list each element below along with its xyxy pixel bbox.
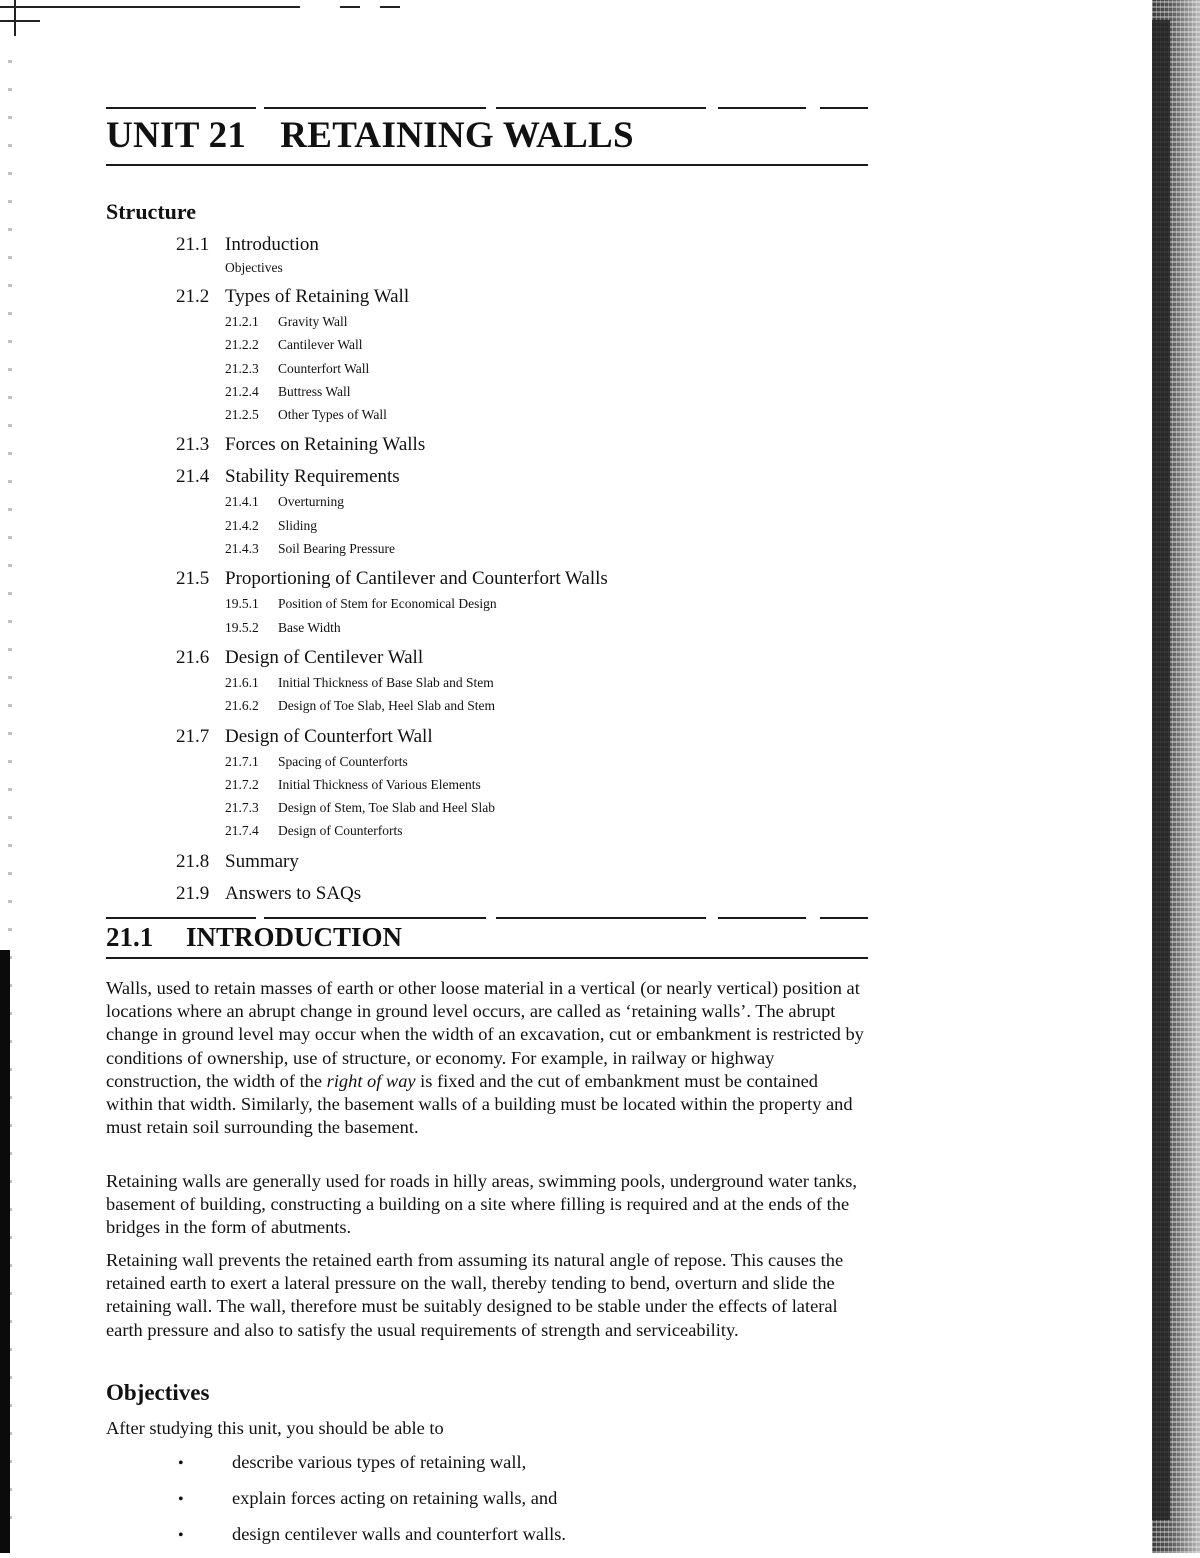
structure-heading: Structure	[106, 199, 197, 224]
toc-subsection-number: 19.5.1	[225, 596, 259, 612]
unit-title	[106, 114, 634, 157]
toc-section-21-2	[176, 284, 876, 310]
toc-subsection-number: 21.7.2	[225, 776, 259, 792]
toc-section-label: Answers to SAQs	[225, 882, 362, 904]
toc-section-number: 21.5	[176, 568, 210, 590]
toc-section-label: Introduction	[225, 234, 319, 255]
intro-p1-part-b: is fixed and the cut of embankment must be contained within that width. Similarly, the basement walls of a building must be located within the property and must retain soil surrounding the basement.	[106, 1070, 853, 1138]
objectives-list	[178, 1450, 566, 1558]
toc-subsection-number: 19.5.2	[225, 619, 259, 635]
toc-section-21-9	[176, 881, 876, 907]
toc-subsection-number: 21.6.2	[225, 698, 259, 714]
toc-subsection-21-7-2	[225, 773, 876, 796]
intro-title: INTRODUCTION	[186, 922, 403, 952]
toc-subsection-number: 21.2.1	[225, 314, 259, 329]
intro-p1-italic: right of way	[326, 1070, 416, 1091]
toc-subsection-number: 21.6.1	[225, 674, 259, 690]
toc-subsection-number: 21.7.1	[225, 753, 259, 769]
intro-number: 21.1	[106, 922, 154, 952]
intro-heading	[106, 922, 402, 953]
title-rule-bottom	[106, 164, 868, 166]
toc-section-21-1	[176, 232, 876, 258]
toc-subsection-label: Soil Bearing Pressure	[278, 541, 395, 557]
objective-item	[178, 1486, 566, 1522]
bullet-icon: •	[178, 1455, 184, 1472]
toc-subsection-number: 21.7.4	[225, 823, 259, 839]
toc-section-21-4	[176, 464, 876, 490]
toc-subsection-21-2-1	[225, 310, 876, 333]
objective-item	[178, 1450, 566, 1486]
toc-subsection-21-2-5	[225, 403, 876, 426]
toc-subsection-21-6-2	[225, 694, 876, 717]
unit-number: UNIT 21	[106, 115, 247, 156]
table-of-contents	[176, 232, 876, 907]
toc-section-number: 21.4	[176, 466, 210, 488]
toc-note: Objectives	[225, 260, 283, 275]
toc-subsection-label: Initial Thickness of Base Slab and Stem	[278, 674, 494, 690]
crop-mark-vertical	[14, 0, 16, 36]
toc-subsection-label: Sliding	[278, 517, 318, 533]
objective-text: explain forces acting on retaining walls, and	[232, 1488, 558, 1508]
objectives-heading: Objectives	[106, 1380, 210, 1405]
bullet-icon: •	[178, 1527, 184, 1544]
toc-section-number: 21.9	[176, 882, 210, 904]
toc-section-21-5	[176, 566, 876, 592]
toc-section-number: 21.7	[176, 725, 210, 747]
toc-subsection-19-5-2	[225, 616, 876, 639]
toc-section-number: 21.6	[176, 646, 210, 668]
toc-subsection-21-2-4	[225, 380, 876, 403]
toc-subsection-number: 21.2.3	[225, 360, 259, 376]
intro-rule-bottom	[106, 957, 868, 959]
toc-subsection-label: Buttress Wall	[278, 383, 351, 399]
toc-section-number: 21.8	[176, 850, 210, 872]
toc-subsection-21-2-3	[225, 357, 876, 380]
toc-subsection-number: 21.7.3	[225, 800, 259, 816]
toc-subsection-21-2-2	[225, 333, 876, 356]
toc-subsection-number: 21.2.2	[225, 337, 259, 353]
toc-section-label: Types of Retaining Wall	[225, 286, 410, 307]
objective-text: describe various types of retaining wall,	[232, 1452, 527, 1472]
toc-subsection-number: 21.4.1	[225, 494, 259, 510]
toc-section-label: Proportioning of Cantilever and Counterfort Walls	[225, 568, 608, 590]
toc-subsection-number: 21.4.2	[225, 517, 259, 533]
toc-subsection-label: Overturning	[278, 494, 344, 510]
toc-section-21-3	[176, 432, 876, 458]
toc-section-label: Design of Counterfort Wall	[225, 725, 433, 747]
toc-section-number: 21.1	[176, 234, 210, 255]
objectives-lead: After studying this unit, you should be able to	[106, 1418, 444, 1438]
toc-section-21-6	[176, 645, 876, 671]
crop-mark-top	[0, 6, 400, 8]
intro-paragraph-1	[106, 977, 866, 1139]
toc-section-label: Forces on Retaining Walls	[225, 434, 426, 456]
toc-subsection-label: Other Types of Wall	[278, 407, 387, 423]
toc-subsection-label: Cantilever Wall	[278, 337, 363, 353]
intro-rule-top	[106, 917, 868, 919]
toc-subsection-21-7-3	[225, 796, 876, 819]
intro-p1-part-a: Walls, used to retain masses of earth or other loose material in a vertical (or nearly vertical) position at locations where an abrupt change in ground level occurs, are called as ‘retaining walls’. The abrupt change in ground level may occur when the width of an excavation, cut or embankment is restricted by conditions of ownership, use of structure, or economy. For example, in railway or highway construction, the width of the	[106, 978, 864, 1091]
toc-section-21-7	[176, 724, 876, 750]
toc-subsection-label: Base Width	[278, 619, 341, 635]
toc-subsection-21-4-3	[225, 537, 876, 560]
toc-subsection-number: 21.4.3	[225, 541, 259, 557]
toc-section-21-8	[176, 849, 876, 875]
toc-section-label: Design of Centilever Wall	[225, 646, 424, 668]
toc-section-number: 21.3	[176, 434, 210, 456]
toc-subsection-number: 21.2.4	[225, 383, 259, 399]
title-rule-top	[106, 107, 868, 109]
toc-subsection-21-7-1	[225, 750, 876, 773]
toc-subsection-21-6-1	[225, 671, 876, 694]
toc-subsection-19-5-1	[225, 592, 876, 615]
toc-subsection-21-4-1	[225, 490, 876, 513]
toc-subsection-label: Initial Thickness of Various Elements	[278, 776, 481, 792]
toc-subsection-label: Gravity Wall	[278, 314, 348, 329]
toc-subsection-label: Counterfort Wall	[278, 360, 370, 376]
intro-paragraph-3: Retaining wall prevents the retained earth from assuming its natural angle of repose. This causes the retained earth to exert a lateral pressure on the wall, thereby tending to bend, overturn and slide the retaining wall. The wall, therefore must be suitably designed to be stable under the effects of lateral earth pressure and also to satisfy the usual requirements of strength and serviceability.	[106, 1250, 844, 1340]
toc-subsection-number: 21.2.5	[225, 407, 259, 423]
scan-right-shadow	[1152, 20, 1170, 1520]
objective-text: design centilever walls and counterfort walls.	[232, 1524, 566, 1544]
scan-left-shadow	[0, 950, 10, 1553]
toc-subsection-label: Spacing of Counterforts	[278, 753, 408, 769]
toc-subsection-label: Design of Toe Slab, Heel Slab and Stem	[278, 698, 496, 714]
toc-section-label: Summary	[225, 850, 299, 872]
unit-name: RETAINING WALLS	[280, 115, 634, 156]
toc-subsection-label: Design of Counterforts	[278, 823, 403, 839]
toc-subsection-21-7-4	[225, 819, 876, 842]
crop-mark-horizontal	[0, 20, 40, 22]
toc-subsection-21-4-2	[225, 514, 876, 537]
bullet-icon: •	[178, 1491, 184, 1508]
toc-subsection-label: Design of Stem, Toe Slab and Heel Slab	[278, 800, 496, 816]
intro-paragraph-2: Retaining walls are generally used for roads in hilly areas, swimming pools, underground water tanks, basement of building, constructing a building on a site where filling is required and at the ends of the bridges in the form of abutments.	[106, 1171, 857, 1238]
toc-section-label: Stability Requirements	[225, 466, 400, 488]
toc-subsection-label: Position of Stem for Economical Design	[278, 596, 497, 612]
toc-section-number: 21.2	[176, 286, 210, 307]
